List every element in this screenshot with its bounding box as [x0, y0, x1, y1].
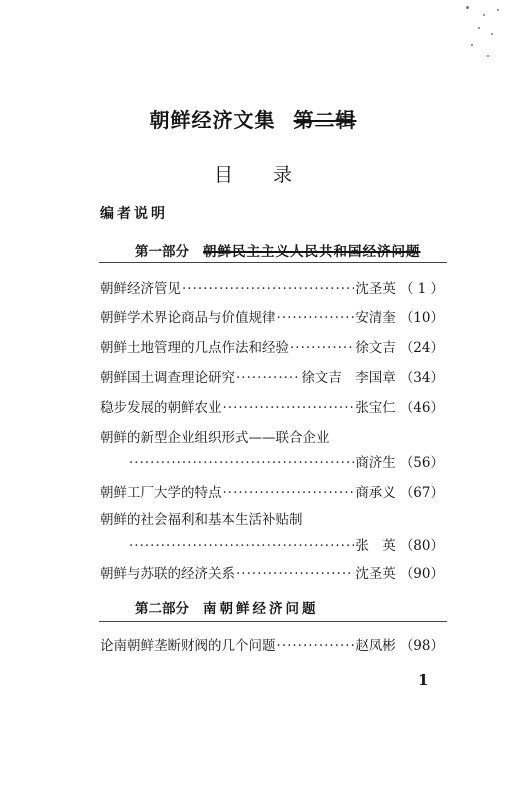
entry-page: （98）: [399, 638, 444, 654]
entry-page: （34）: [399, 370, 444, 386]
entry-title: 朝鲜与苏联的经济关系: [100, 566, 235, 582]
scan-speck: [487, 55, 489, 57]
entry-title-line1: 朝鲜的社会福利和基本生活补贴制: [100, 512, 303, 528]
book-title-volume: 第二辑: [293, 108, 357, 132]
dot-leader: [129, 538, 354, 554]
entry-author: 安清奎: [355, 310, 396, 326]
toc-entry: [128, 451, 444, 471]
entry-title: 论南朝鲜垄断财阀的几个问题: [100, 638, 276, 654]
scan-speck: [466, 6, 469, 9]
entry-author: 沈圣英: [355, 566, 396, 582]
entry-page: （67）: [399, 485, 444, 501]
book-title: [0, 104, 506, 133]
entry-author: 赵凤彬: [355, 638, 396, 654]
entry-author: 商承义: [355, 485, 396, 501]
entry-page: （10）: [399, 310, 444, 326]
entry-page: （24）: [399, 340, 444, 356]
toc-entry: [100, 634, 444, 654]
part-underline: [99, 621, 447, 622]
entry-title: 朝鲜土地管理的几点作法和经验: [100, 340, 289, 356]
entry-page: （90）: [399, 566, 444, 582]
scan-speck: [471, 44, 473, 46]
entry-title-line1: 朝鲜的新型企业组织形式——联合企业: [100, 430, 330, 446]
scan-speck: [478, 27, 480, 29]
toc-entry: [100, 277, 444, 297]
dot-leader: [182, 281, 354, 297]
entry-title: 朝鲜学术界论商品与价值规律: [100, 310, 276, 326]
book-title-main: 朝鲜经济文集: [149, 108, 276, 132]
toc-heading: 目录: [213, 164, 332, 186]
dot-leader: [129, 455, 354, 471]
entry-title: 稳步发展的朝鲜农业: [100, 400, 222, 416]
dot-leader: [290, 340, 354, 356]
part-heading-2: [135, 597, 319, 617]
entry-title: 朝鲜经济管见: [100, 281, 181, 297]
entry-title: 朝鲜工厂大学的特点: [100, 485, 222, 501]
part-heading-1: [135, 240, 421, 260]
dot-leader: [223, 485, 355, 501]
toc-entry: [100, 336, 444, 356]
entry-title: 朝鲜国土调查理论研究: [100, 370, 235, 386]
scan-speck: [483, 14, 485, 16]
toc-entry-editor-note: 编者说明: [100, 206, 168, 222]
toc-entry: [100, 562, 444, 582]
entry-author: 徐文吉: [355, 340, 396, 356]
dot-leader: [277, 310, 355, 326]
entry-author: 沈圣英: [355, 281, 396, 297]
entry-page: （80）: [399, 538, 444, 554]
entry-page: （46）: [399, 400, 444, 416]
scan-speck: [497, 9, 499, 11]
part-underline: [99, 262, 447, 263]
entry-page: （ 1 ）: [399, 281, 444, 297]
entry-author: 徐文吉 李国章: [301, 370, 396, 386]
dot-leader: [236, 566, 354, 582]
dot-leader: [223, 400, 355, 416]
toc-entry: [100, 366, 444, 386]
dot-leader: [277, 638, 355, 654]
scan-speck: [491, 33, 493, 35]
entry-page: （56）: [399, 455, 444, 471]
dot-leader: [236, 370, 300, 386]
entry-author: 张宝仁: [355, 400, 396, 416]
entry-author: 张 英: [355, 538, 396, 554]
part-title: 南朝鲜经济问题: [203, 601, 319, 617]
part-label: 第二部分: [135, 601, 189, 617]
part-label: 第一部分: [135, 244, 189, 260]
toc-entry: [100, 481, 444, 501]
toc-entry: [100, 396, 444, 416]
part-title: 朝鲜民主主义人民共和国经济问题: [203, 244, 421, 260]
page-number: 1: [418, 671, 429, 689]
toc-entry: [100, 306, 444, 326]
toc-entry: [128, 534, 444, 554]
entry-author: 商济生: [355, 455, 396, 471]
